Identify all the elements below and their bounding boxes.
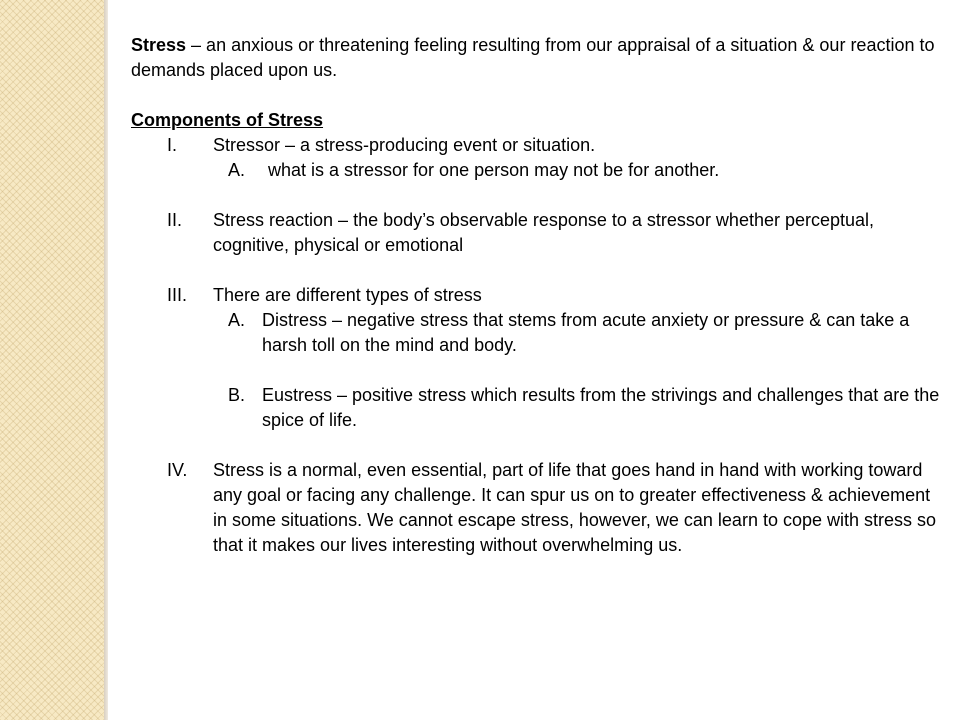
- outline-subitem-3b: [131, 383, 941, 433]
- item-text: Stress reaction – the body’s observable response to a stressor whether perceptual, cognitive, physical or emotional: [213, 210, 875, 255]
- intro-definition: – an anxious or threatening feeling resulting from our appraisal of a situation & our reaction to demands placed upon us.: [131, 35, 935, 80]
- subitem-text: what is a stressor for one person may not be for another.: [268, 160, 720, 180]
- outline-subitem-1a: [131, 158, 941, 183]
- outline-subitem-3a: [131, 308, 941, 358]
- item-number: III.: [167, 285, 188, 305]
- section-heading: Components of Stress: [131, 110, 324, 130]
- sidebar-divider: [104, 0, 108, 720]
- item-number: IV.: [167, 460, 188, 480]
- item-text: Stress is a normal, even essential, part of life that goes hand in hand with working toward any goal or facing any challenge. It can spur us on to greater effectiveness & achievement in some situations. We cannot escape stress, however, we can learn to cope with stress so that it makes our lives interesting without overwhelming us.: [213, 460, 937, 555]
- subitem-letter: A.: [228, 310, 246, 330]
- subitem-text: Distress – negative stress that stems from acute anxiety or pressure & can take a harsh toll on the mind and body.: [262, 310, 910, 355]
- item-text: There are different types of stress: [213, 285, 482, 305]
- subitem-letter: B.: [228, 385, 246, 405]
- decorative-sidebar: [0, 0, 104, 720]
- item-number: II.: [167, 210, 183, 230]
- slide-content: [131, 33, 941, 558]
- outline-item-2: [131, 208, 941, 258]
- item-text: Stressor – a stress-producing event or situation.: [213, 135, 596, 155]
- intro-paragraph: [131, 33, 941, 83]
- subitem-text: Eustress – positive stress which results from the strivings and challenges that are the spice of life.: [262, 385, 940, 430]
- intro-term: Stress: [131, 35, 187, 55]
- outline-item-3: [131, 283, 941, 308]
- item-number: I.: [167, 135, 178, 155]
- outline-item-1: [131, 133, 941, 158]
- subitem-letter: A.: [228, 160, 246, 180]
- outline-item-4: [131, 458, 941, 558]
